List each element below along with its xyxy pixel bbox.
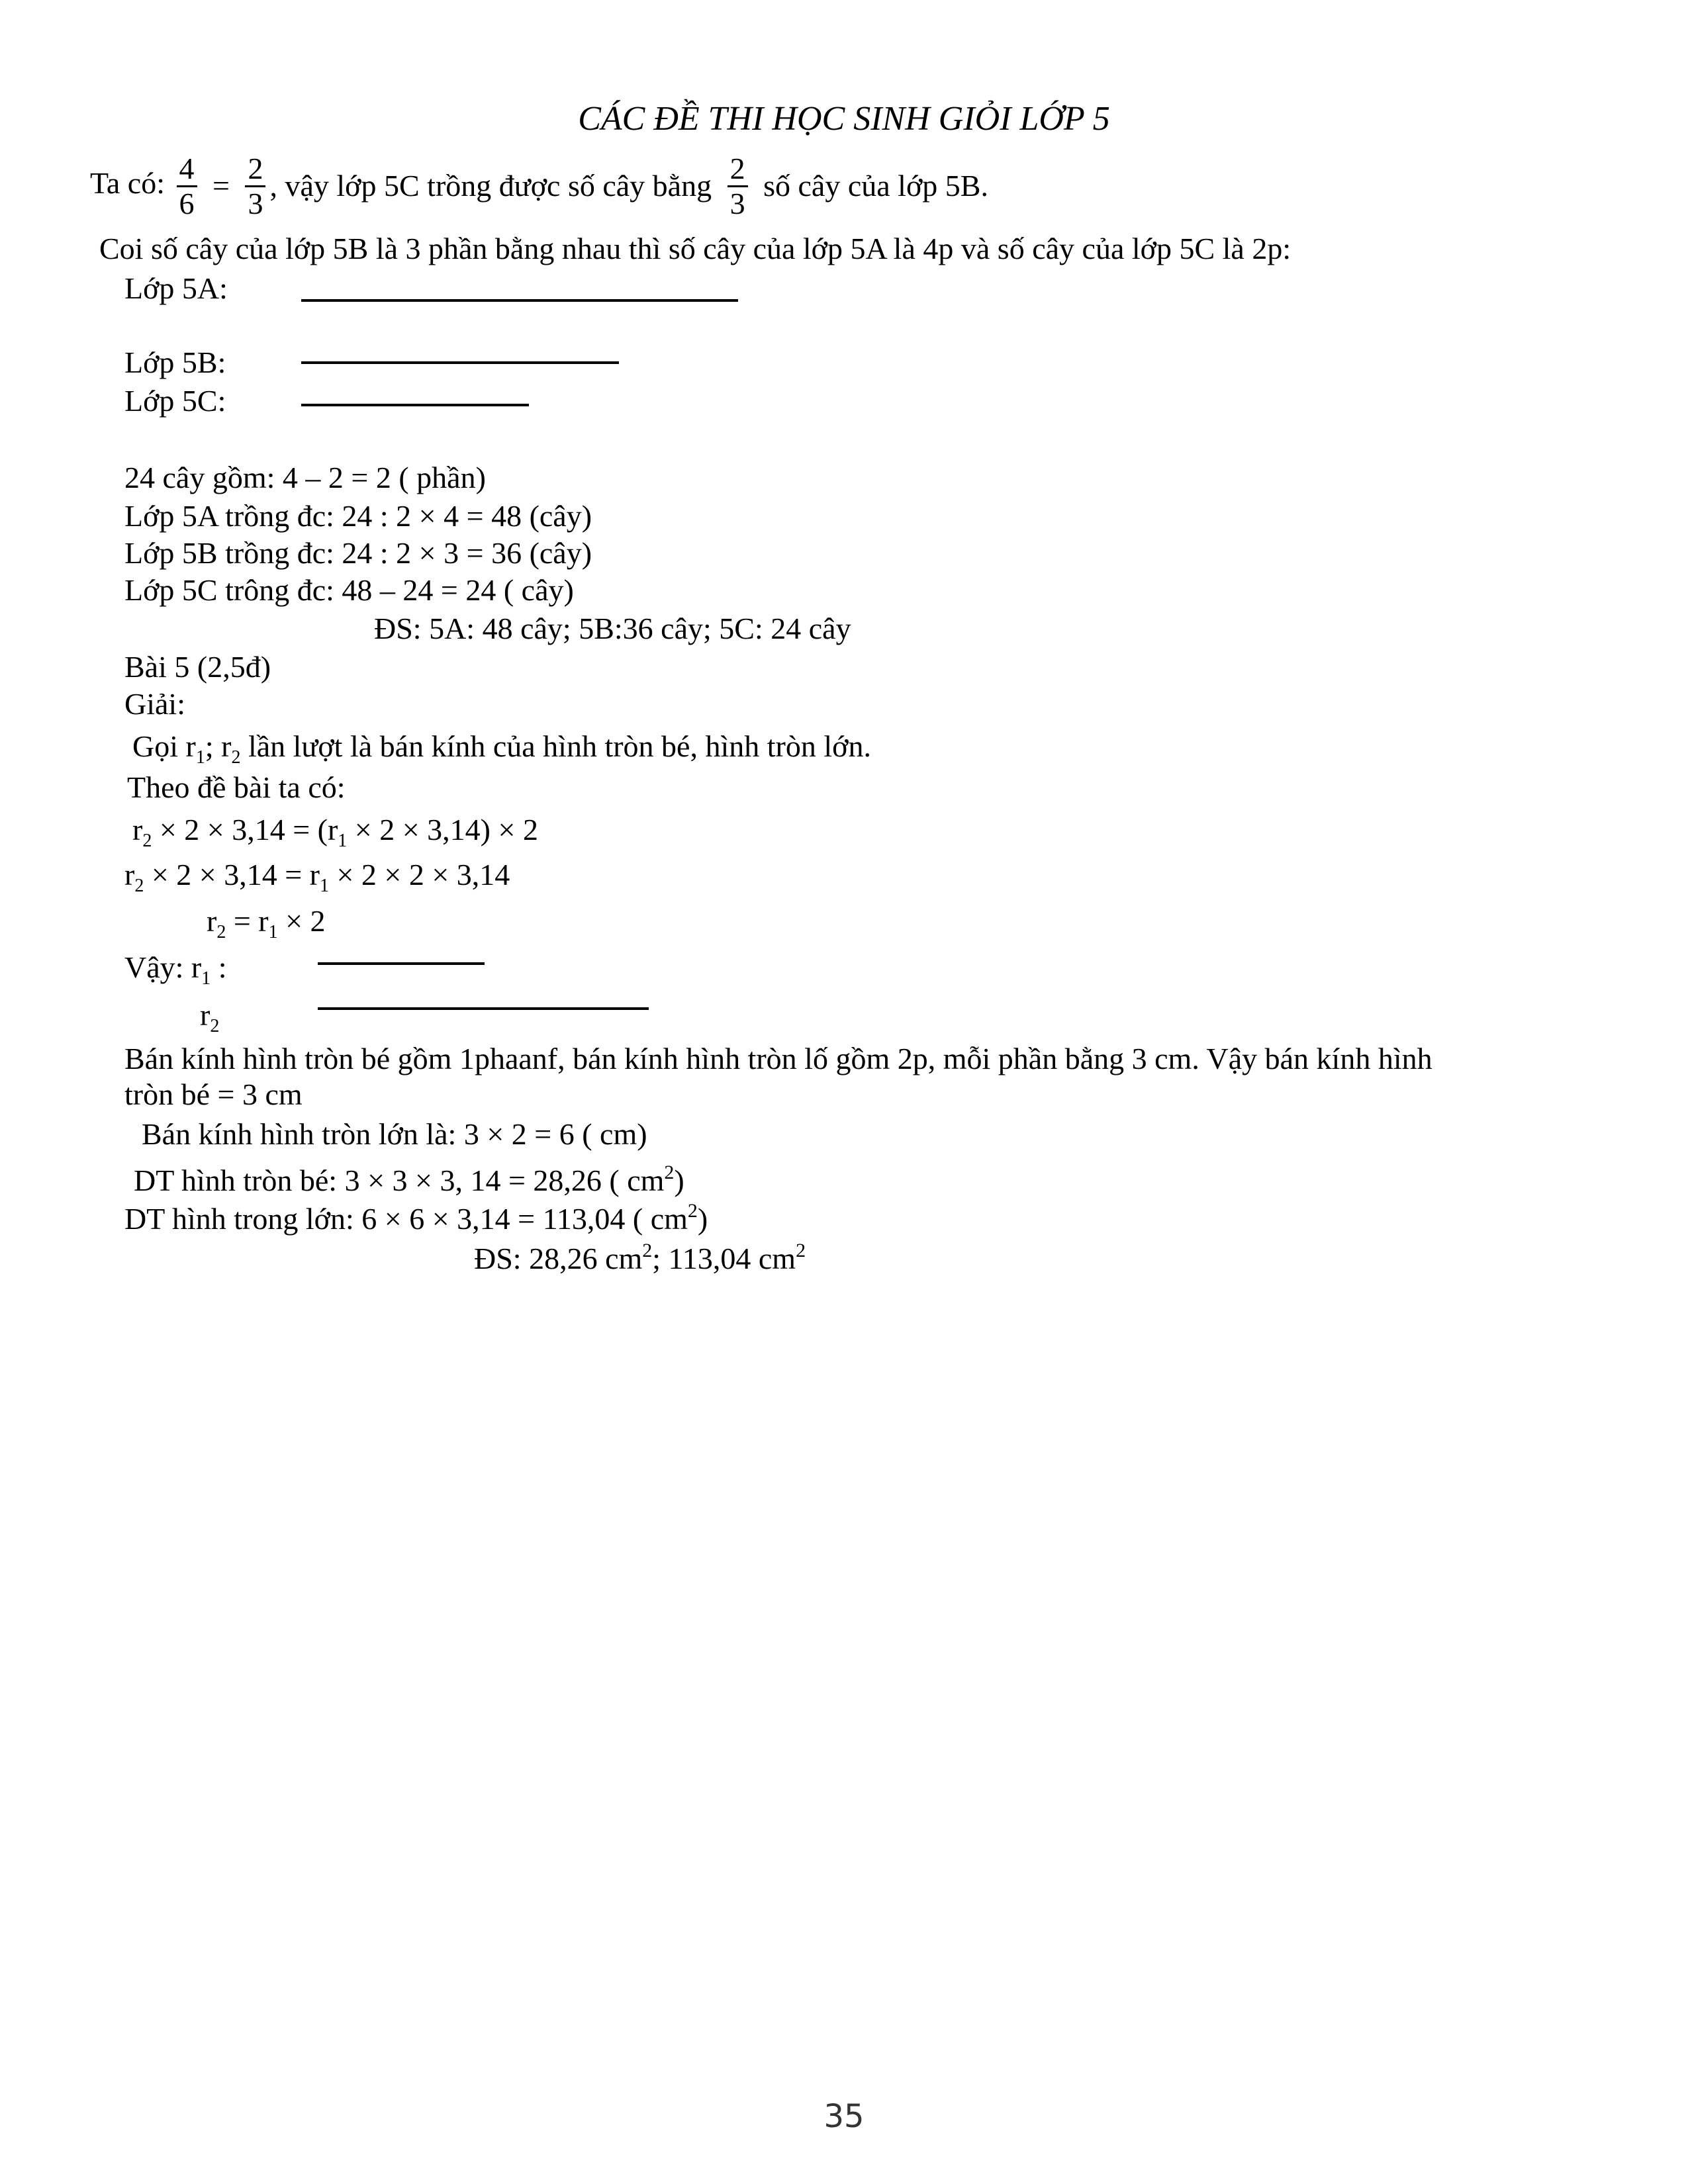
text-fragment: Gọi r — [132, 729, 196, 763]
text-fragment: r — [207, 904, 217, 938]
segment-5a — [301, 299, 738, 302]
text-fragment: ĐS: 28,26 cm — [474, 1242, 643, 1275]
page-number: 35 — [823, 2098, 865, 2135]
text-fragment: × 2 × 3,14 = r — [144, 858, 320, 891]
fraction-numerator: 2 — [248, 151, 263, 185]
text-fragment: ) — [674, 1163, 684, 1197]
solution-line-4: Lớp 5C trông đc: 48 – 24 = 24 ( cây) — [124, 573, 574, 607]
solution-answer: ĐS: 5A: 48 cây; 5B:36 cây; 5C: 24 cây — [374, 612, 851, 645]
intro-middle-text: , vậy lớp 5C trồng được số cây bằng — [269, 169, 712, 203]
label-lop-5a: Lớp 5A: — [124, 271, 228, 305]
subscript: 1 — [268, 922, 278, 942]
subscript: 1 — [195, 747, 205, 768]
label-lop-5c: Lớp 5C: — [124, 384, 226, 418]
text-fragment: DT hình tròn bé: 3 × 3 × 3, 14 = 28,26 ( cm — [134, 1163, 665, 1197]
subscript: 1 — [338, 831, 348, 851]
text-fragment: lần lượt là bán kính của hình tròn bé, hình tròn lớn. — [240, 729, 871, 763]
final-answer — [474, 1232, 806, 1277]
bai5-theo: Theo đề bài ta có: — [127, 770, 346, 804]
superscript: 2 — [642, 1240, 653, 1261]
intro-suffix: số cây của lớp 5B. — [763, 169, 988, 203]
text-fragment: = r — [226, 904, 269, 938]
solution-line-1: 24 cây gồm: 4 – 2 = 2 ( phần) — [124, 461, 486, 494]
text-fragment: r — [132, 813, 143, 846]
superscript: 2 — [796, 1240, 806, 1261]
text-fragment: : — [211, 950, 227, 984]
vay-line — [124, 949, 227, 997]
ban-kinh-lon: Bán kính hình tròn lớn là: 3 × 2 = 6 ( cm) — [142, 1117, 647, 1151]
bai5-heading: Bài 5 (2,5đ) — [124, 650, 271, 684]
dt-hinh-tron-lon — [124, 1193, 708, 1238]
fraction-denominator: 3 — [729, 186, 745, 220]
coi-line: Coi số cây của lớp 5B là 3 phần bằng nhau thì số cây của lớp 5A là 4p và số cây của lớp 5C là 2p: — [99, 232, 1291, 265]
subscript: 2 — [216, 922, 226, 942]
segment-r2 — [318, 1007, 649, 1010]
intro-prefix: Ta có: — [90, 166, 165, 200]
label-lop-5b: Lớp 5B: — [124, 345, 226, 379]
fraction-numerator: 2 — [729, 151, 745, 185]
fraction-denominator: 6 — [179, 186, 195, 220]
subscript: 2 — [210, 1016, 220, 1036]
segment-r1 — [318, 962, 485, 965]
equation-1 — [132, 811, 538, 860]
r2-label — [200, 997, 219, 1045]
superscript: 2 — [687, 1200, 698, 1222]
fraction-2-3-second — [727, 152, 748, 220]
subscript: 2 — [134, 876, 144, 896]
text-fragment: × 2 — [277, 904, 326, 938]
segment-5c — [301, 404, 529, 406]
intro-line — [90, 147, 992, 222]
fraction-2-3 — [245, 152, 265, 220]
fraction-denominator: 3 — [248, 186, 263, 220]
subscript: 1 — [201, 968, 211, 989]
text-fragment: ; 113,04 cm — [652, 1242, 796, 1275]
equation-2 — [124, 856, 510, 905]
equals-sign: = — [212, 169, 230, 203]
superscript: 2 — [664, 1161, 675, 1183]
ban-kinh-line-1: Bán kính hình tròn bé gồm 1phaanf, bán kính hình tròn lố gồm 2p, mỗi phần bằng 3 cm. Vậy bán kính hình — [124, 1042, 1432, 1075]
text-fragment: DT hình trong lớn: 6 × 6 × 3,14 = 113,04 ( cm — [124, 1202, 688, 1236]
text-fragment: Vậy: r — [124, 950, 202, 984]
equation-3 — [207, 903, 326, 951]
page-title: CÁC ĐỀ THI HỌC SINH GIỎI LỚP 5 — [578, 100, 1110, 138]
text-fragment: ) — [697, 1202, 708, 1236]
ban-kinh-line-2: tròn bé = 3 cm — [124, 1077, 303, 1111]
solution-line-2: Lớp 5A trồng đc: 24 : 2 × 4 = 48 (cây) — [124, 499, 592, 533]
fraction-numerator: 4 — [179, 151, 195, 185]
subscript: 2 — [142, 831, 152, 851]
text-fragment: × 2 × 3,14) × 2 — [347, 813, 538, 846]
bai5-giai: Giải: — [124, 687, 185, 721]
solution-line-3: Lớp 5B trồng đc: 24 : 2 × 3 = 36 (cây) — [124, 536, 592, 570]
fraction-4-6 — [177, 152, 197, 220]
text-fragment: ; r — [205, 729, 232, 763]
segment-5b — [301, 361, 619, 364]
text-fragment: r — [124, 858, 135, 891]
subscript: 1 — [319, 876, 329, 896]
text-fragment: × 2 × 2 × 3,14 — [328, 858, 510, 891]
subscript: 2 — [231, 747, 241, 768]
text-fragment: r — [200, 998, 211, 1032]
text-fragment: × 2 × 3,14 = (r — [152, 813, 338, 846]
